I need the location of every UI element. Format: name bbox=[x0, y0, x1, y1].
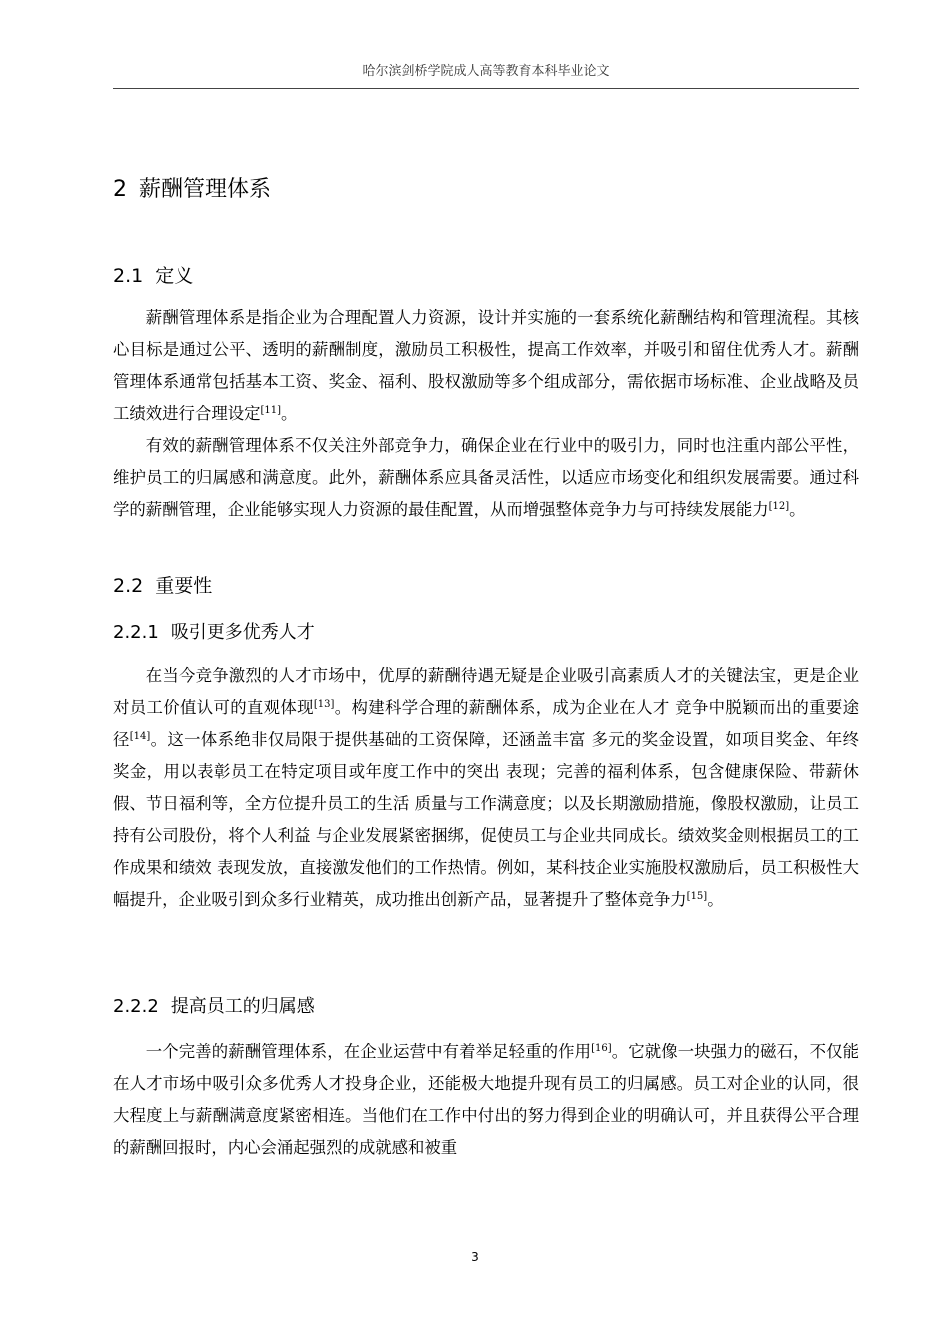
punctuation: 。 bbox=[281, 404, 298, 423]
punctuation: 。 bbox=[789, 500, 806, 519]
citation: [13] bbox=[313, 699, 335, 710]
paragraph-text: 一个完善的薪酬管理体系，在企业运营中有着举足轻重的作用 bbox=[145, 1042, 592, 1061]
paragraph-text: 。这一体系绝非仅局限于提供基础的工资保障，还涵盖丰富 多元的奖金设置，如项目奖金、年终奖金，用以表彰员工在特定项目或年度工作中的突出 表现；完善的福利体系，包含健康保险、带薪休假、节日福利等，全方位提升员工的生活 质量与工作满意度；以及长期激励措施，像股权激励，让员工持有公司股份，将个人利益 与企业发展紧密捆绑，促使员工与企业共同成长。绩效奖金则根据员工的工作成果和绩效 表现发放，直接激发他们的工作热情。例如，某科技企业实施股权激励后，员工积极性大 幅提升，企业吸引到众多行业精英，成功推出创新产品，显著提升了整体竞争力 bbox=[113, 730, 859, 909]
section-title: 重要性 bbox=[155, 575, 213, 597]
paragraph-attract-talent bbox=[113, 660, 859, 916]
citation: [14] bbox=[129, 731, 151, 742]
paragraph-belonging bbox=[113, 1036, 859, 1164]
paragraph-definition-2 bbox=[113, 430, 859, 526]
citation: [16] bbox=[591, 1043, 612, 1054]
paragraph-text: 。构建科学合理的薪酬体系，成为企业在人才 竞争中脱颖而出的重要途径 bbox=[113, 698, 859, 749]
section-number: 2.2.1 bbox=[113, 622, 159, 643]
section-number: 2.1 bbox=[113, 265, 144, 287]
section-2-1-heading bbox=[113, 262, 193, 290]
citation: [12] bbox=[768, 501, 790, 512]
page-number: 3 bbox=[471, 1250, 479, 1264]
header-rule bbox=[113, 88, 859, 89]
section-number: 2.2 bbox=[113, 575, 144, 597]
section-title: 提高员工的归属感 bbox=[170, 996, 315, 1017]
citation: [15] bbox=[686, 891, 708, 902]
section-title: 定义 bbox=[155, 265, 194, 287]
section-number: 2 bbox=[113, 177, 127, 202]
section-2-2-heading bbox=[113, 572, 212, 600]
paragraph-definition-1 bbox=[113, 302, 859, 430]
section-title: 吸引更多优秀人才 bbox=[170, 622, 315, 643]
paragraph-text: 薪酬管理体系是指企业为合理配置人力资源，设计并实施的一套系统化薪酬结构和管理流程。其核心目标是通过公平、透明的薪酬制度，激励员工积极性，提高工作效率，并吸引和留住优秀人才。薪酬管理体系通常包括基本工资、奖金、福利、股权激励等多个组成部分，需依据市场标准、企业战略及员工绩效进行合理设定 bbox=[113, 308, 859, 423]
citation: [11] bbox=[260, 405, 282, 416]
section-title: 薪酬管理体系 bbox=[139, 177, 272, 202]
section-2-heading bbox=[113, 175, 271, 205]
section-2-2-1-heading bbox=[113, 620, 315, 646]
page-header: 哈尔滨剑桥学院成人高等教育本科毕业论文 bbox=[362, 64, 610, 79]
section-2-2-2-heading bbox=[113, 994, 315, 1020]
paragraph-text: 在当今竞争激烈的人才市场中，优厚的薪酬待遇无疑是企业吸引高素质人才的关键法宝，更是企业对员工价值认可的直观体现 bbox=[113, 666, 859, 717]
section-number: 2.2.2 bbox=[113, 996, 159, 1017]
paragraph-text: 有效的薪酬管理体系不仅关注外部竞争力，确保企业在行业中的吸引力，同时也注重内部公平性，维护员工的归属感和满意度。此外，薪酬体系应具备灵活性，以适应市场变化和组织发展需要。通过科学的薪酬管理，企业能够实现人力资源的最佳配置，从而增强整体竞争力与可持续发展能力 bbox=[113, 436, 859, 519]
punctuation: 。 bbox=[707, 890, 724, 909]
paragraph-text: 。它就像一块强力的磁石，不仅能在人才市场中吸引众多优秀人才投身企业，还能极大地提升现有员工的归属感。员工对企业的认同，很大程度上与薪酬满意度紧密相连。当他们在工作中付出的努力得到企业的明确认可，并且获得公平合理的薪酬回报时，内心会涌起强烈的成就感和被重 bbox=[113, 1042, 860, 1157]
